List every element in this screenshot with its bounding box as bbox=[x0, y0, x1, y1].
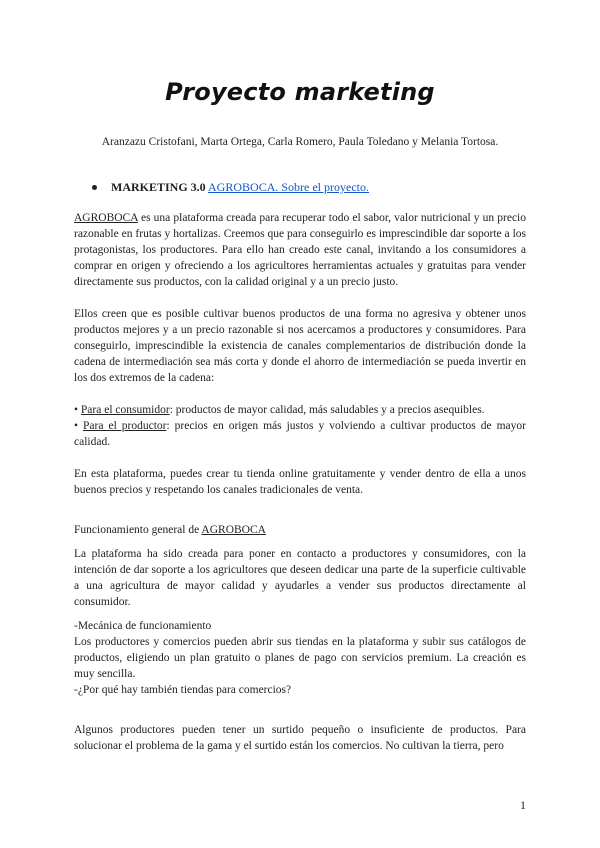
benefit-item bbox=[74, 402, 526, 418]
benefit-text: : productos de mayor calidad, más saludables y a precios asequibles. bbox=[169, 404, 485, 416]
mechanics-text: Los productores y comercios pueden abrir sus tiendas en la plataforma y subir sus catálogos de productos, eligiendo un plan gratuito o planes de pago con servicios premium. La creación es muy sencilla. bbox=[74, 636, 526, 680]
paragraph-producers: Algunos productores pueden tener un surtido pequeño o insuficiente de productos. Para solucionar el problema de la gama y el surtido están los comercios. No cultivan la tierra, pero bbox=[74, 724, 526, 752]
paragraph-intro-text: es una plataforma creada para recuperar todo el sabor, valor nutricional y un precio razonable en frutas y hortalizas. Creemos que para conseguirlo es imprescindible dar soporte a los protagonistas, los productores. Para ello han creado este canal, invitando a los consumidores a comprar en origen y ofreciendo a los agricultores herramientas actuales y gratuitas para vender directamente sus productos, con la calidad original y a un precio justo. bbox=[74, 212, 526, 288]
document-title: Proyecto marketing bbox=[165, 78, 435, 106]
paragraph-intro bbox=[74, 210, 526, 290]
benefit-label: Para el consumidor bbox=[80, 404, 170, 416]
benefit-text: : precios en origen más justos y volviendo a cultivar productos de mayor calidad. bbox=[74, 420, 526, 448]
brand-name: AGROBOCA bbox=[201, 524, 266, 536]
paragraph-belief: Ellos creen que es posible cultivar buenos productos de una forma no agresiva y obtener unos productos mejores y a un precio razonable si nos acercamos a productores y consumidores. Para conseguirlo, imprescindible la existencia de canales complementarios de distribución donde la cadena de intermediación sea más corta y donde el ahorro de intermediación se pueda invertir en los dos extremos de la cadena: bbox=[74, 308, 526, 384]
project-link[interactable]: AGROBOCA. Sobre el proyecto. bbox=[208, 180, 369, 194]
section-heading bbox=[74, 522, 526, 538]
bullet-dot-icon bbox=[92, 185, 97, 190]
section-bullet bbox=[92, 180, 369, 195]
paragraph-platform: La plataforma ha sido creada para poner en contacto a productores y consumidores, con la intención de dar soporte a los agricultores que deseen dedicar una parte de la superficie cultivable a una agricultura de mayor calidad y ayudarles a vender sus productos directamente al consumidor. bbox=[74, 548, 526, 608]
mechanics-question: -¿Por qué hay también tiendas para comercios? bbox=[74, 684, 292, 696]
bullet-mark: • bbox=[74, 420, 79, 432]
benefit-item bbox=[74, 418, 526, 450]
paragraph-store: En esta plataforma, puedes crear tu tienda online gratuitamente y vender dentro de ella a unos buenos precios y respetando los canales tradicionales de venta. bbox=[74, 468, 526, 496]
section-label: MARKETING 3.0 bbox=[111, 180, 206, 194]
bullet-mark: • bbox=[74, 404, 79, 416]
section-heading-text: Funcionamiento general de bbox=[74, 524, 202, 536]
mechanics-heading: -Mecánica de funcionamiento bbox=[74, 620, 212, 632]
benefit-label: Para el productor bbox=[83, 420, 167, 432]
page-number: 1 bbox=[520, 798, 526, 812]
brand-name: AGROBOCA bbox=[74, 212, 138, 224]
authors-line: Aranzazu Cristofani, Marta Ortega, Carla Romero, Paula Toledano y Melania Tortosa. bbox=[101, 136, 499, 148]
